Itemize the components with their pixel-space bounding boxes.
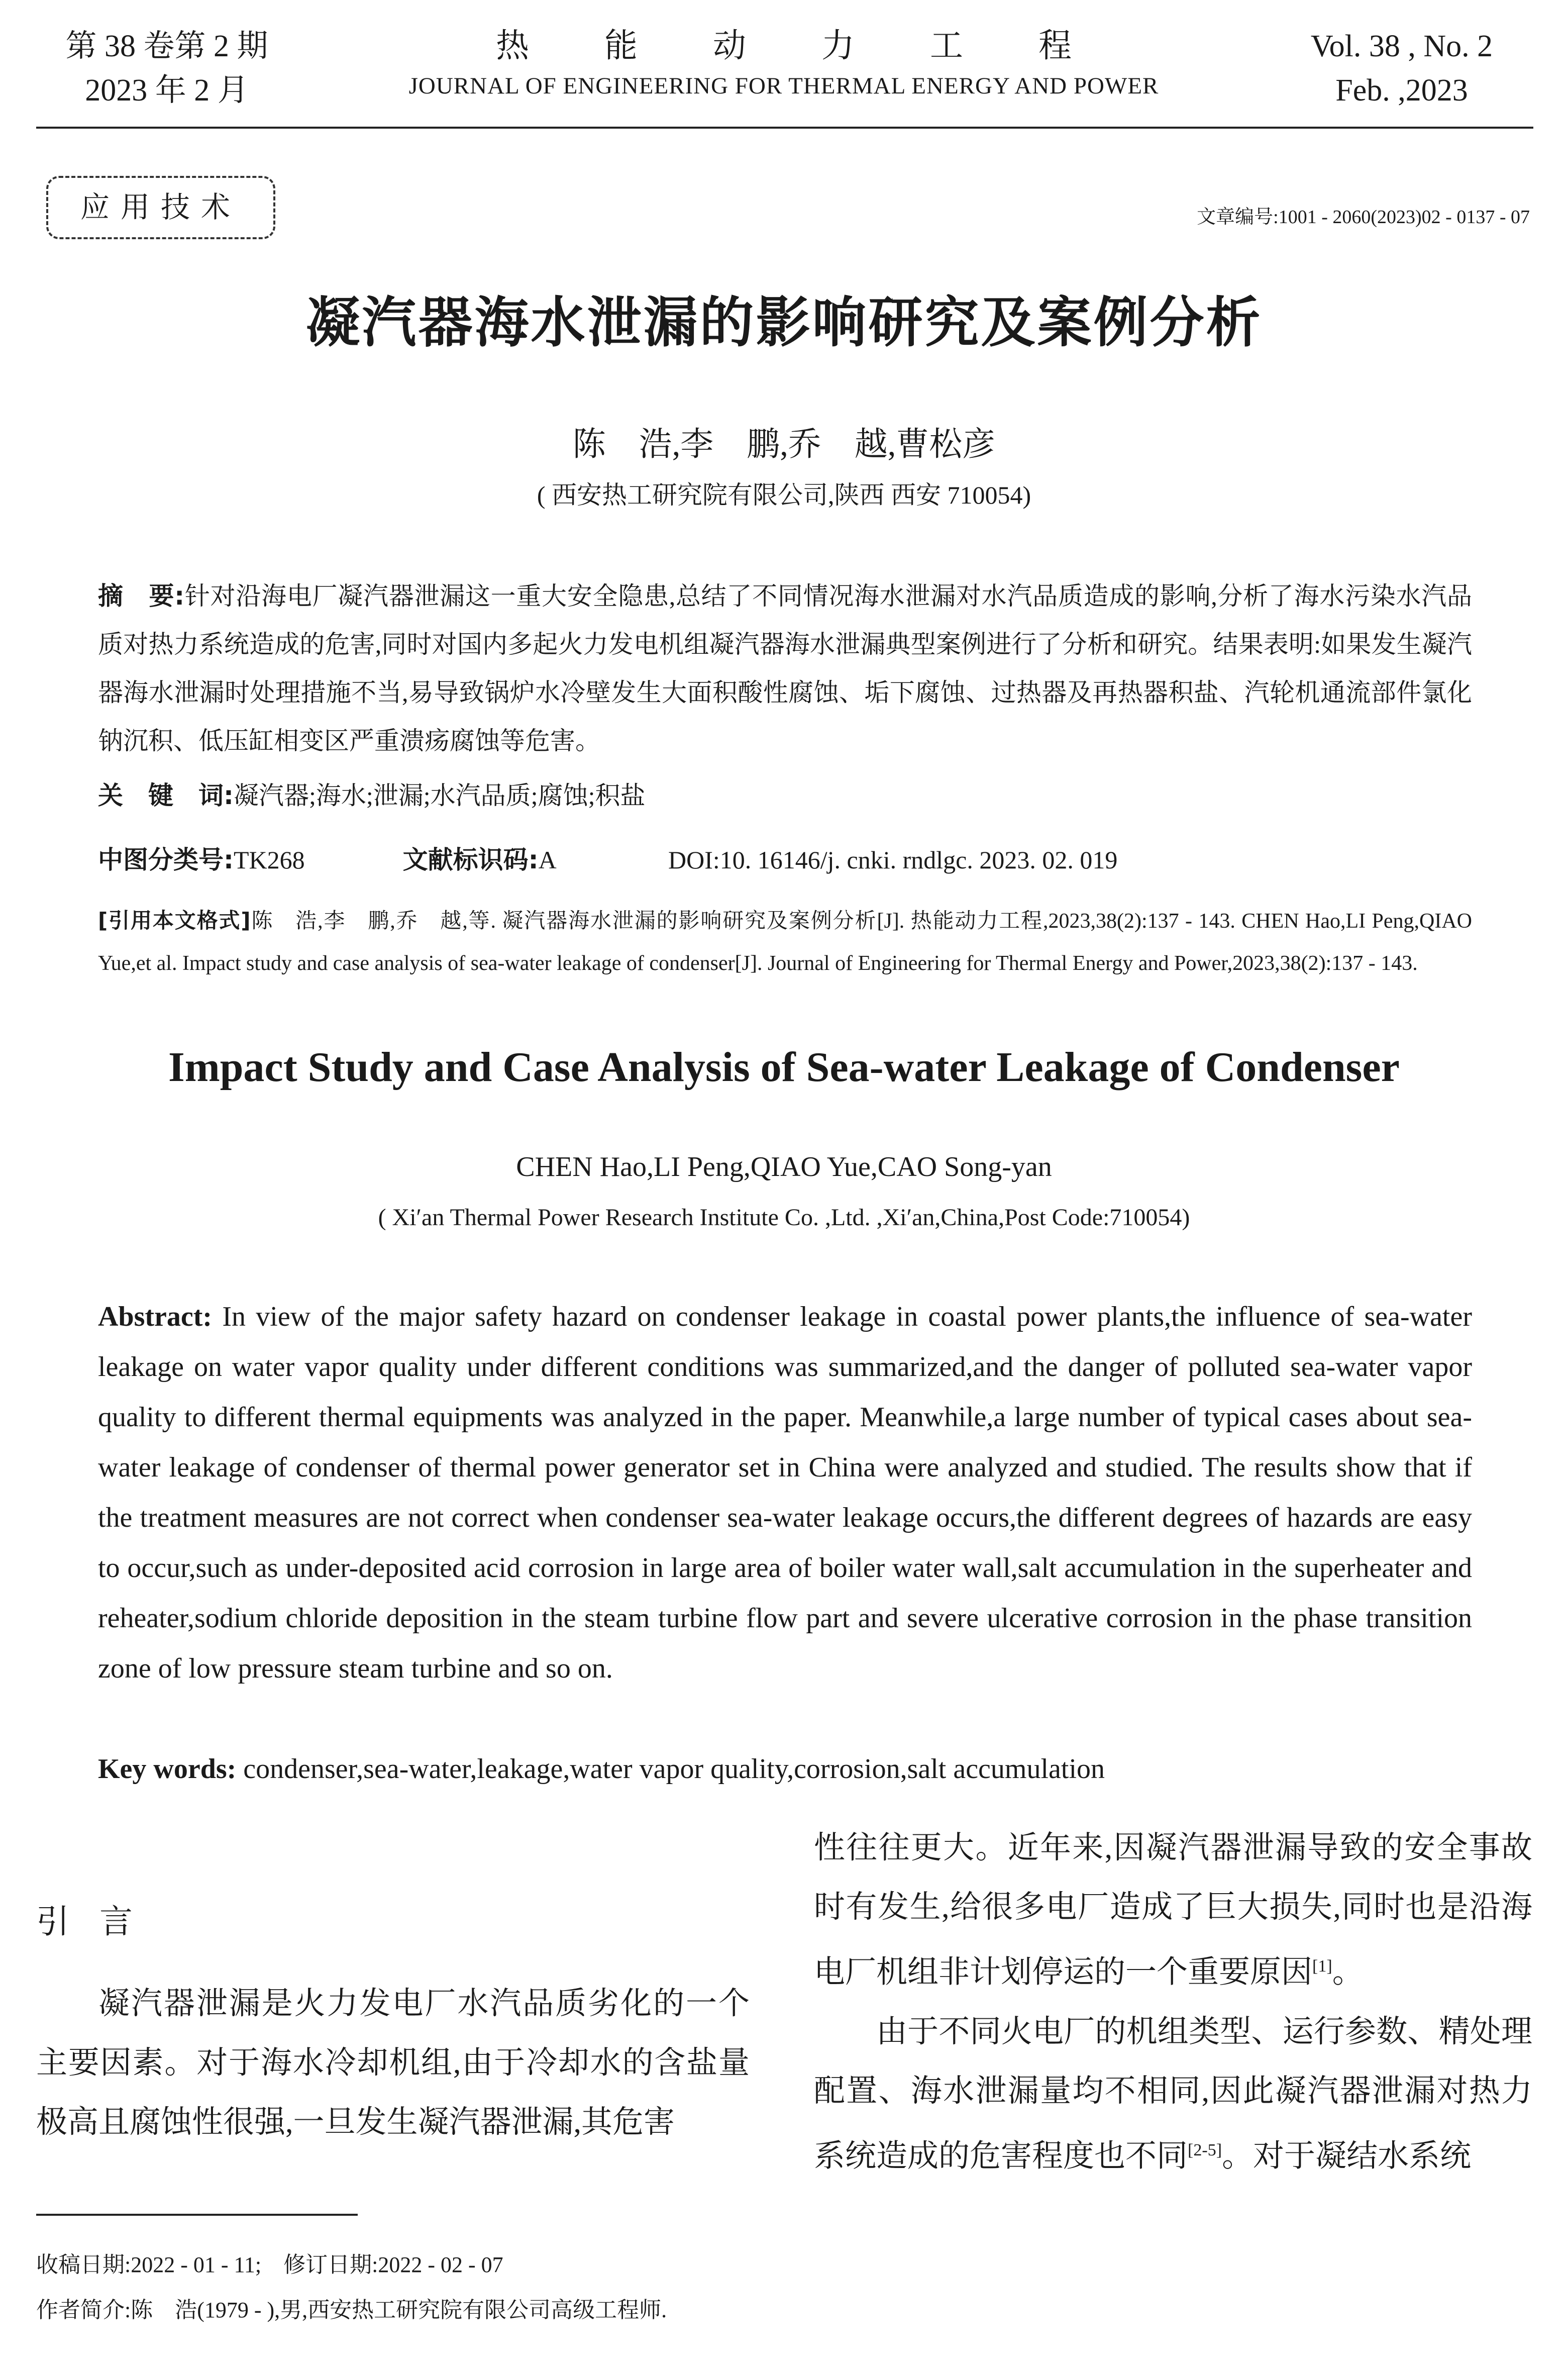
intro-p1-end: 。 xyxy=(1332,1955,1364,1990)
keywords-en-text: condenser,sea-water,leakage,water vapor quality,corrosion,salt accumulation xyxy=(236,1753,1105,1785)
intro-paragraph-2 xyxy=(814,2002,1532,2186)
journal-name xyxy=(352,24,1216,104)
received-date: 收稿日期:2022 - 01 - 11; 修订日期:2022 - 02 - 07 xyxy=(36,2252,503,2277)
article-number: 文章编号:1001 - 2060(2023)02 - 0137 - 07 xyxy=(1197,207,1530,228)
issue-cn: 第 38 卷第 2 期 xyxy=(65,29,268,63)
ref-2-5: [2-5] xyxy=(1188,2140,1222,2159)
journal-issue-en xyxy=(1271,24,1532,113)
keywords-cn xyxy=(98,771,1472,820)
citation-en: CHEN Hao,LI Peng,QIAO Yue,et al. Impact study and case analysis of sea-water leakage of condenser[J]. Journal of Engineering for Thermal Energy and Power,2023,38(2):137 - 143. xyxy=(98,910,1472,975)
journal-issue-cn xyxy=(36,24,297,113)
doc-code-label: 文献标识码: xyxy=(402,845,539,874)
abstract-en-label: Abstract: xyxy=(98,1301,213,1332)
footnote-rule xyxy=(36,2214,358,2216)
keywords-en-label: Key words: xyxy=(98,1753,237,1785)
affiliation-cn: ( 西安热工研究院有限公司,陕西 西安 710054) xyxy=(537,481,1031,509)
intro-left-column: 凝汽器泄漏是火力发电厂水汽品质劣化的一个主要因素。对于海水冷却机组,由于冷却水的含盐量极高且腐蚀性很强,一旦发生凝汽器泄漏,其危害 xyxy=(36,1987,750,2139)
intro-paragraph-1 xyxy=(814,1818,1532,2002)
article-title-en: Impact Study and Case Analysis of Sea-water Leakage of Condenser xyxy=(168,1044,1400,1091)
affiliation-en: ( Xi′an Thermal Power Research Institute Co. ,Ltd. ,Xi′an,China,Post Code:710054) xyxy=(378,1204,1190,1231)
citation xyxy=(98,900,1472,985)
article-title-cn: 凝汽器海水泄漏的影响研究及案例分析 xyxy=(305,291,1263,354)
keywords-en xyxy=(98,1744,1472,1794)
volume-en: Vol. 38 , No. 2 xyxy=(1310,29,1493,63)
intro-right-column xyxy=(814,1818,1532,2186)
journal-name-en: JOURNAL OF ENGINEERING FOR THERMAL ENERGY AND POWER xyxy=(408,73,1159,99)
keywords-cn-label: 关 键 词: xyxy=(98,781,234,810)
header-rule xyxy=(36,127,1533,129)
abstract-cn-text: 针对沿海电厂凝汽器泄漏这一重大安全隐患,总结了不同情况海水泄漏对水汽品质造成的影响,分析了海水污染水汽品质对热力系统造成的危害,同时对国内多起火力发电机组凝汽器海水泄漏典型案例进行了分析和研究。结果表明:如果发生凝汽器海水泄漏时处理措施不当,易导致锅炉水冷壁发生大面积酸性腐蚀、垢下腐蚀、过热器及再热器积盐、汽轮机通流部件氯化钠沉积、低压缸相变区严重溃疡腐蚀等危害。 xyxy=(98,582,1473,755)
column-tag: 应用技术 xyxy=(46,176,275,239)
authors-en: CHEN Hao,LI Peng,QIAO Yue,CAO Song-yan xyxy=(516,1151,1052,1183)
ref-1: [1] xyxy=(1312,1957,1332,1976)
doc-code-value: A xyxy=(538,846,556,874)
classification-line xyxy=(98,836,1472,884)
date-en: Feb. ,2023 xyxy=(1335,73,1468,108)
citation-label: [引用本文格式] xyxy=(98,908,251,933)
abstract-cn-label: 摘 要: xyxy=(98,581,185,611)
journal-name-cn: 热能动力工程 xyxy=(496,28,1147,64)
abstract-en xyxy=(98,1292,1472,1694)
citation-cn: 陈 浩,李 鹏,乔 越,等. 凝汽器海水泄漏的影响研究及案例分析[J]. 热能动力工程,2023,38(2):137 - 143. xyxy=(250,910,1235,933)
keywords-cn-text: 凝汽器;海水;泄漏;水汽品质;腐蚀;积盐 xyxy=(234,781,646,810)
section-heading-intro: 引言 xyxy=(36,1902,163,1941)
authors-cn: 陈 浩,李 鹏,乔 越,曹松彦 xyxy=(572,426,996,463)
abstract-cn xyxy=(98,572,1472,765)
author-bio: 作者简介:陈 浩(1979 - ),男,西安热工研究院有限公司高级工程师. xyxy=(36,2298,667,2322)
abstract-en-text: In view of the major safety hazard on condenser leakage in coastal power plants,the influence of sea-water leakage on water vapor quality under different conditions was summarized,and the danger of polluted sea-water vapor quality to different thermal equipments was analyzed in the paper. Meanwhile,a large number of typical cases about sea-water leakage of condenser of thermal power generator set in China were analyzed and studied. The results show that if the treatment measures are not correct when condenser sea-water leakage occurs,the different degrees of hazards are easy to occur,such as under-deposited acid corrosion in large area of boiler water wall,salt accumulation in the superheater and reheater,sodium chloride deposition in the steam turbine flow part and severe ulcerative corrosion in the phase transition zone of low pressure steam turbine and so on. xyxy=(98,1301,1472,1684)
intro-p2-end: 。对于凝结水系统 xyxy=(1222,2139,1472,2174)
intro-p2-text: 由于不同火电厂的机组类型、运行参数、精处理配置、海水泄漏量均不相同,因此凝汽器泄漏对热力系统造成的危害程度也不同 xyxy=(814,2014,1532,2174)
intro-p1-text: 性往往更大。近年来,因凝汽器泄漏导致的安全事故时有发生,给很多电厂造成了巨大损失,同时也是沿海电厂机组非计划停运的一个重要原因 xyxy=(814,1831,1532,1990)
date-cn: 2023 年 2 月 xyxy=(85,73,249,108)
doi: DOI:10. 16146/j. cnki. rndlgc. 2023. 02. 019 xyxy=(668,846,1118,874)
clc-label: 中图分类号: xyxy=(98,845,234,874)
clc-value: TK268 xyxy=(234,846,305,874)
